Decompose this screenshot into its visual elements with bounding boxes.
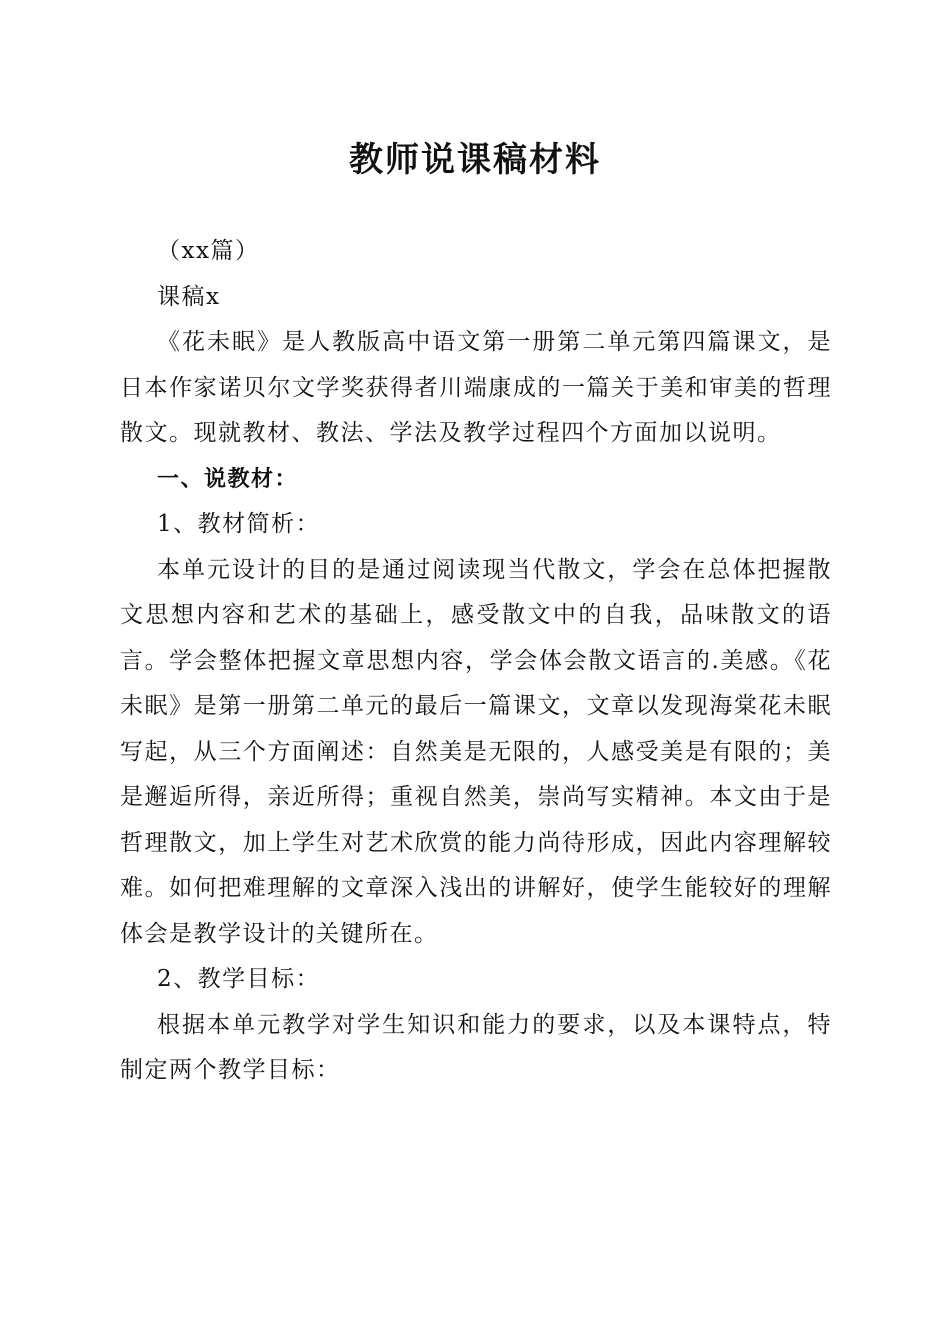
paragraph-textbook-analysis: 本单元设计的目的是通过阅读现当代散文，学会在总体把握散文思想内容和艺术的基础上，感受散文中的自我，品味散文的语言。学会整体把握文章思想内容，学会体会散文语言的.美感。《花未眠》是第一册第二单元的最后一篇课文，文章以发现海棠花未眠写起，从三个方面阐述：自然美是无限的，人感受美是有限的；美是邂逅所得，亲近所得；重视自然美，崇尚写实精神。本文由于是哲理散文，加上学生对艺术欣赏的能力尚待形成，因此内容理解较难。如何把难理解的文章深入浅出的讲解好，使学生能较好的理解体会是教学设计的关键所在。 [120, 556, 832, 947]
section-heading-textbook: 一、说教材： [157, 466, 299, 492]
paragraph-teaching-goals: 根据本单元教学对学生知识和能力的要求，以及本课特点，特制定两个教学目标： [120, 1011, 832, 1083]
document-body [120, 229, 832, 1094]
document-title: 教师说课稿材料 [349, 140, 601, 180]
paragraph-draft-label: 课稿x [157, 283, 221, 310]
subheading-teaching-goals: 2、教学目标： [157, 966, 321, 992]
subheading-textbook-analysis: 1、教材简析： [157, 511, 321, 537]
paragraph-intro: 《花未眠》是人教版高中语文第一册第二单元第四篇课文，是日本作家诺贝尔文学奖获得者川端康成的一篇关于美和审美的哲理散文。现就教材、教法、学法及教学过程四个方面加以说明。 [120, 329, 832, 446]
paragraph-volume-note: （xx篇） [157, 238, 260, 264]
